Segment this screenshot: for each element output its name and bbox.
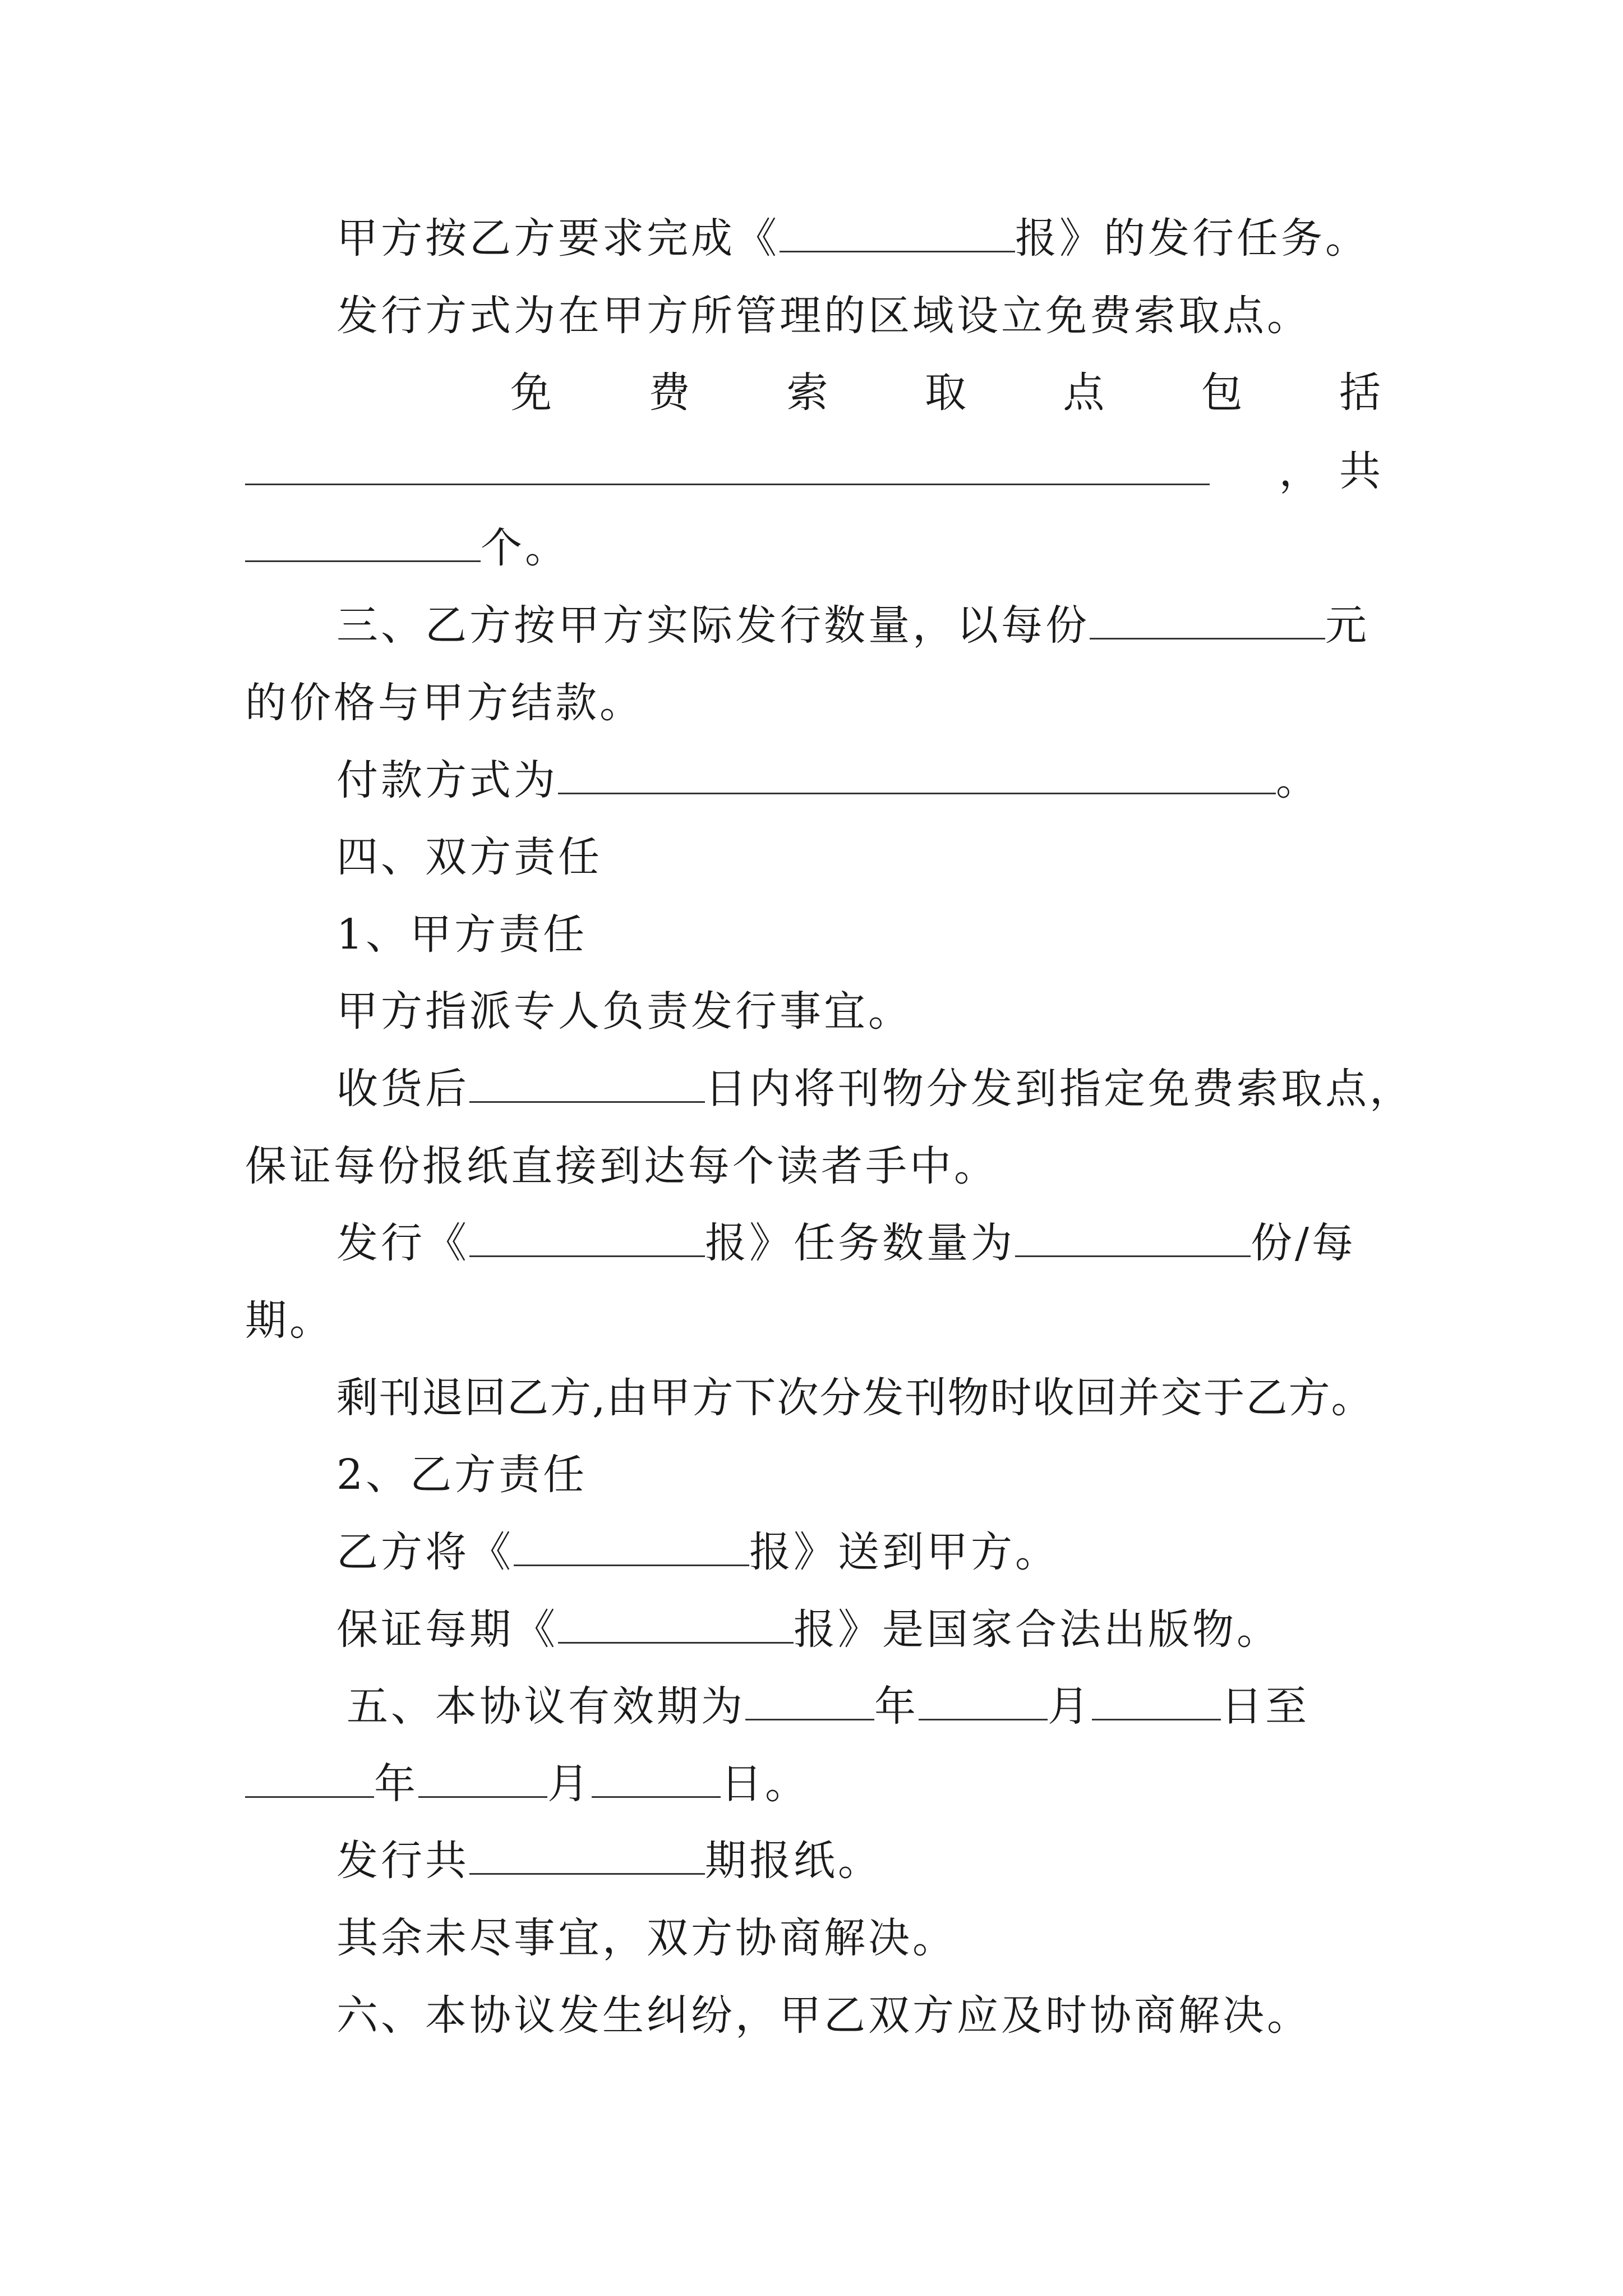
clause-text: 份/每 — [1251, 1219, 1356, 1267]
clause-line — [336, 1985, 1384, 2046]
clause-text: 个。 — [481, 524, 569, 572]
clause-line — [245, 1753, 1384, 1815]
clause-char: 取 — [924, 369, 969, 417]
section-subheading — [336, 904, 1384, 965]
clause-text: 年 — [874, 1682, 919, 1731]
clause-text: 发行共 — [336, 1837, 469, 1885]
clause-text: 2、乙方责任 — [336, 1451, 588, 1499]
clause-text: 年 — [374, 1760, 418, 1808]
clause-char: 点 — [1063, 369, 1108, 417]
fill-blank[interactable] — [1090, 603, 1325, 639]
clause-text: 期报纸。 — [705, 1837, 882, 1885]
clause-text: 月 — [1048, 1682, 1092, 1731]
clause-line — [245, 672, 1384, 734]
clause-text: 保证每期《 — [336, 1605, 558, 1654]
clause-text: 报》是国家合法出版物。 — [794, 1605, 1281, 1654]
clause-line — [245, 517, 1384, 579]
clause-char: 索 — [786, 369, 831, 417]
clause-text: 甲方按乙方要求完成《 — [336, 214, 780, 263]
clause-line — [347, 1676, 1384, 1737]
clause-line — [336, 1367, 1384, 1429]
fill-blank[interactable] — [919, 1684, 1048, 1720]
clause-text: 发行《 — [336, 1219, 469, 1267]
clause-text: 月 — [547, 1760, 592, 1808]
clause-text: 元 — [1325, 601, 1370, 650]
fill-blank[interactable] — [558, 1607, 794, 1644]
clause-text: 日至 — [1221, 1682, 1310, 1731]
clause-text: 剩刊退回乙方,由甲方下次分发刊物时收回并交于乙方。 — [336, 1374, 1374, 1422]
clause-text: 四、双方责任 — [336, 833, 602, 881]
clause-line — [336, 1599, 1384, 1660]
fill-blank[interactable] — [469, 1221, 705, 1257]
fill-blank[interactable] — [592, 1761, 721, 1798]
clause-text: 三、乙方按甲方实际发行数量，以每份 — [336, 601, 1090, 650]
clause-text: 其余未尽事宜，双方协商解决。 — [336, 1914, 957, 1962]
fill-blank[interactable] — [469, 1066, 705, 1103]
clause-text: 报》的发行任务。 — [1015, 214, 1370, 263]
clause-text: 发行方式为在甲方所管理的区域设立免费索取点。 — [336, 292, 1311, 340]
fill-blank[interactable] — [558, 758, 1276, 794]
clause-text: ， 共 — [1279, 447, 1384, 495]
fill-blank[interactable] — [245, 1761, 374, 1798]
clause-text: 付款方式为 — [336, 756, 558, 804]
fill-blank[interactable] — [245, 526, 481, 562]
clause-text: 报》任务数量为 — [705, 1219, 1015, 1267]
clause-text: 五、本协议有效期为 — [347, 1682, 745, 1731]
section-subheading — [336, 1444, 1384, 1506]
fill-blank[interactable] — [245, 449, 1210, 485]
clause-line-spread — [510, 362, 1384, 424]
clause-line — [336, 1521, 1384, 1583]
clause-text: 。 — [1276, 756, 1320, 804]
section-heading — [336, 826, 1384, 888]
clause-line — [245, 440, 1384, 502]
clause-text: 乙方将《 — [336, 1528, 514, 1576]
fill-blank[interactable] — [745, 1684, 874, 1720]
clause-char: 费 — [648, 369, 693, 417]
fill-blank[interactable] — [1015, 1221, 1251, 1257]
clause-char: 包 — [1201, 369, 1246, 417]
clause-text: 六、本协议发生纠纷，甲乙双方应及时协商解决。 — [336, 1991, 1311, 2040]
clause-line — [336, 1830, 1384, 1892]
fill-blank[interactable] — [469, 1838, 705, 1875]
clause-text: 日内将刊物分发到指定免费索取点， — [705, 1065, 1414, 1113]
clause-text: 收货后 — [336, 1065, 469, 1113]
clause-text: 保证每份报纸直接到达每个读者手中。 — [245, 1142, 998, 1190]
clause-text: 报》送到甲方。 — [749, 1528, 1059, 1576]
fill-blank[interactable] — [418, 1761, 547, 1798]
clause-text: 期。 — [245, 1296, 334, 1345]
clause-line — [336, 285, 1384, 347]
clause-line — [336, 595, 1384, 656]
clause-char: 括 — [1339, 369, 1384, 417]
clause-line — [336, 749, 1384, 811]
clause-line — [245, 1290, 1384, 1351]
clause-text: 1、甲方责任 — [336, 910, 588, 959]
clause-char: 免 — [510, 369, 555, 417]
clause-text: 日。 — [721, 1760, 809, 1808]
clause-line — [245, 1135, 1384, 1197]
clause-line — [336, 1907, 1384, 1969]
clause-line — [336, 1058, 1414, 1120]
fill-blank[interactable] — [780, 216, 1015, 252]
fill-blank[interactable] — [1092, 1684, 1221, 1720]
clause-line — [336, 1212, 1384, 1274]
fill-blank[interactable] — [514, 1530, 749, 1566]
clause-text: 的价格与甲方结款。 — [245, 679, 644, 727]
clause-line — [336, 208, 1384, 269]
clause-text: 甲方指派专人负责发行事宜。 — [336, 987, 912, 1036]
clause-line — [336, 981, 1384, 1042]
